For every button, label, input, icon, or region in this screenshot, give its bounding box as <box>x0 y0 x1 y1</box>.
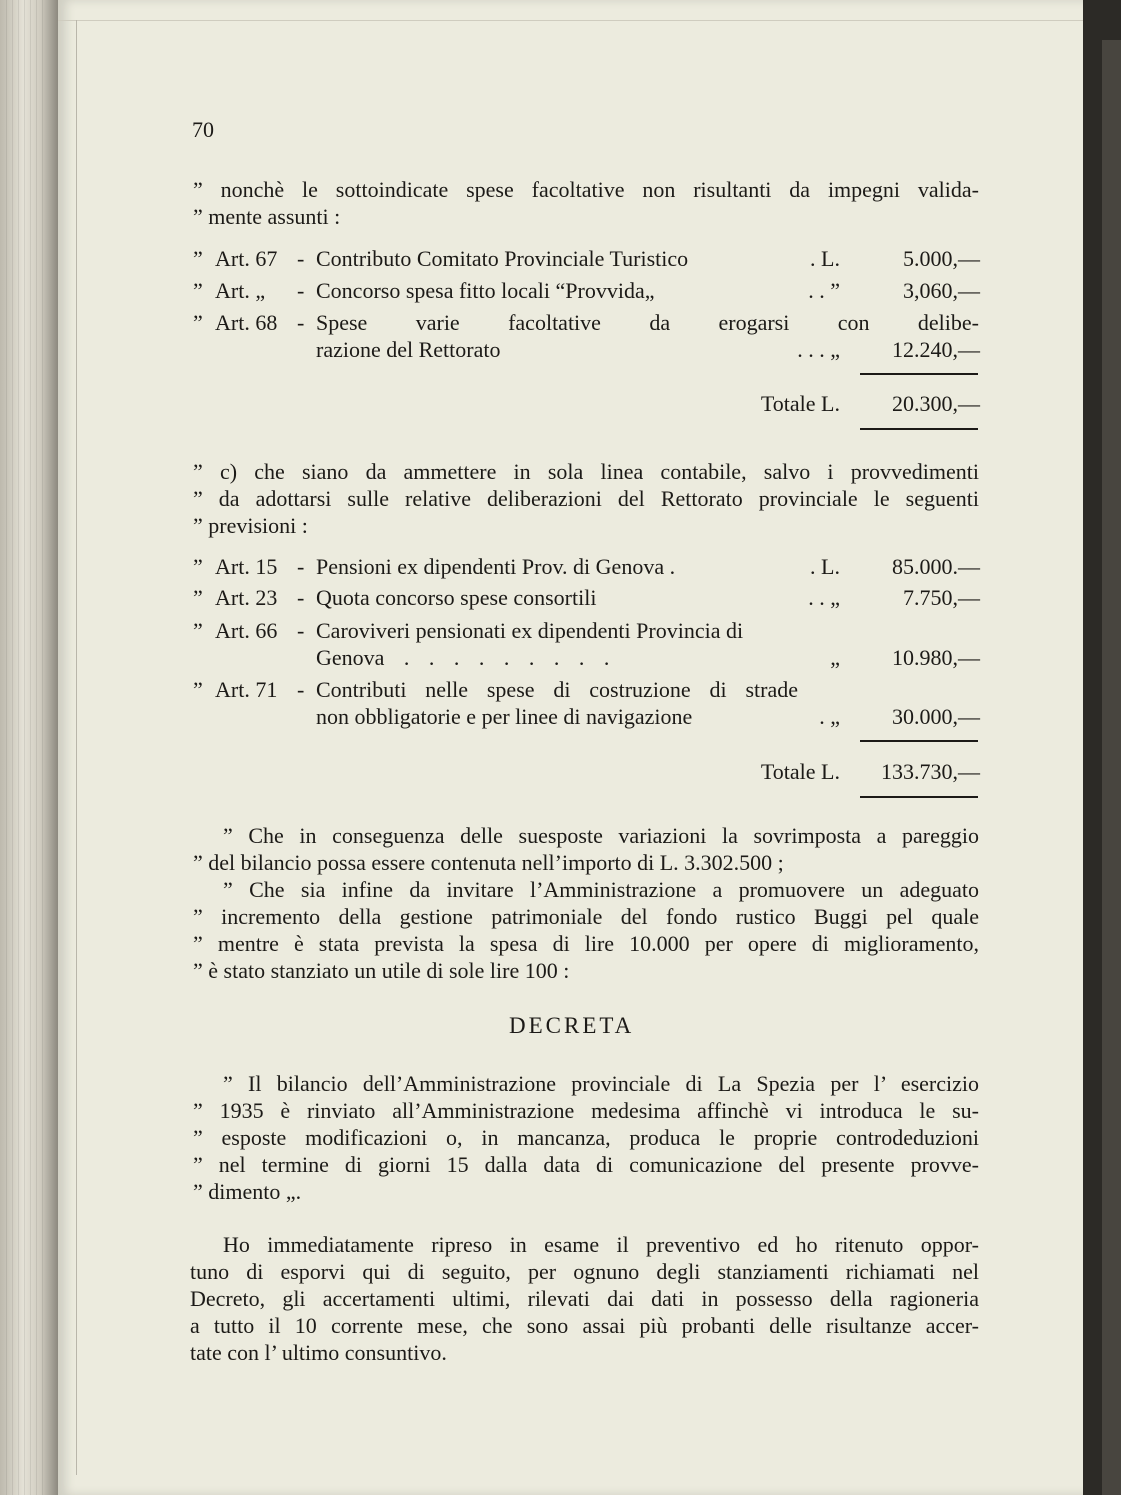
block1-total: 20.300,— <box>892 391 980 416</box>
para-final-line-2: tuno di esporvi qui di seguito, per ognuno degli stanziamenti richiamati nel <box>190 1259 979 1284</box>
row-leader: . . „ <box>808 585 840 610</box>
para-c-line-2: ” da adottarsi sulle relative deliberazioni del Rettorato provinciale le seguenti <box>193 486 979 511</box>
row-dash: - <box>297 618 305 643</box>
row-description: razione del Rettorato <box>316 337 501 362</box>
row-dash: - <box>297 246 305 271</box>
para-che-line-3: ” Che sia infine da invitare l’Amministrazione a promuovere un adeguato <box>223 877 979 902</box>
row-description: Spese varie facoltative da erogarsi con delibe- <box>316 310 979 335</box>
para-bilancio-line-2: ” 1935 è rinviato all’Amministrazione medesima affinchè vi introduca le su- <box>193 1098 979 1123</box>
page-number: 70 <box>192 117 214 142</box>
intro-line-2: ” mente assunti : <box>193 204 341 229</box>
row-description: Quota concorso spese consortili <box>316 585 597 610</box>
row-description: Caroviveri pensionati ex dipendenti Provincia di <box>316 618 744 643</box>
row-quote: ” <box>193 585 203 610</box>
row-quote: ” <box>193 246 203 271</box>
row-description: non obbligatorie e per linee di navigazione <box>316 704 693 729</box>
page-top-rule <box>58 20 1083 21</box>
row-amount: 30.000,— <box>892 704 980 729</box>
intro-line-1: ” nonchè le sottoindicate spese facoltative non risultanti da impegni valida- <box>193 177 979 202</box>
block2-total-label: Totale L. <box>760 759 840 784</box>
para-che-line-6: ” è stato stanziato un utile di sole lire 100 : <box>193 958 570 983</box>
block2-total: 133.730,— <box>881 759 980 784</box>
row-dash: - <box>297 310 305 335</box>
row-dash: - <box>297 677 305 702</box>
scan-right-shadow <box>1102 40 1121 1495</box>
row-dash: - <box>297 585 305 610</box>
subtotal-rule <box>860 740 978 742</box>
row-leader: . L. <box>810 246 840 271</box>
scan-binding-strips <box>6 0 46 1495</box>
para-che-line-1: ” Che in conseguenza delle suesposte variazioni la sovrimposta a pareggio <box>223 823 979 848</box>
row-description: Contributi nelle spese di costruzione di strade <box>316 677 798 702</box>
row-description: Genova . . . . . . . . . <box>316 645 610 670</box>
para-che-line-2: ” del bilancio possa essere contenuta nell’importo di L. 3.302.500 ; <box>193 850 784 875</box>
row-article: Art. 67 <box>215 246 278 271</box>
row-amount: 85.000.— <box>892 554 980 579</box>
row-article: Art. 68 <box>215 310 278 335</box>
row-article: Art. 23 <box>215 585 278 610</box>
row-dash: - <box>297 554 305 579</box>
row-dash: - <box>297 278 305 303</box>
para-che-line-5: ” mentre è stata prevista la spesa di lire 10.000 per opere di miglioramento, <box>193 931 979 956</box>
para-bilancio-line-4: ” nel termine di giorni 15 dalla data di comunicazione del presente provve- <box>193 1152 979 1177</box>
row-amount: 3,060,— <box>903 278 980 303</box>
row-leader: . . . „ <box>797 337 840 362</box>
row-quote: ” <box>193 554 203 579</box>
decreta-heading: DECRETA <box>509 1013 635 1038</box>
row-article: Art. 71 <box>215 677 278 702</box>
row-quote: ” <box>193 310 203 335</box>
row-leader: . . ” <box>808 278 840 303</box>
para-bilancio-line-5: ” dimento „. <box>193 1179 302 1204</box>
total-rule <box>860 796 978 798</box>
para-che-line-4: ” incremento della gestione patrimoniale del fondo rustico Buggi pel quale <box>193 904 979 929</box>
page-inner-margin-line <box>76 20 77 1475</box>
row-article: Art. 15 <box>215 554 278 579</box>
row-description: Contributo Comitato Provinciale Turistico <box>316 246 689 271</box>
row-article: Art. „ <box>215 278 266 303</box>
row-leader: . „ <box>819 704 840 729</box>
row-amount: 12.240,— <box>892 337 980 362</box>
para-bilancio-line-1: ” Il bilancio dell’Amministrazione provinciale di La Spezia per l’ esercizio <box>223 1071 979 1096</box>
para-c-line-3: ” previsioni : <box>193 513 308 538</box>
row-quote: ” <box>193 278 203 303</box>
row-article: Art. 66 <box>215 618 278 643</box>
para-final-line-4: a tutto il 10 corrente mese, che sono assai più probanti delle risultanze accer- <box>190 1313 979 1338</box>
row-quote: ” <box>193 618 203 643</box>
total-rule <box>860 428 978 430</box>
block1-total-label: Totale L. <box>760 391 840 416</box>
row-leader: . L. <box>810 554 840 579</box>
row-leader: „ <box>830 645 840 670</box>
para-final-line-3: Decreto, gli accertamenti ultimi, rilevati dai dati in possesso della ragioneria <box>190 1286 979 1311</box>
row-description: Pensioni ex dipendenti Prov. di Genova . <box>316 554 676 579</box>
row-amount: 7.750,— <box>903 585 980 610</box>
para-final-line-1: Ho immediatamente ripreso in esame il preventivo ed ho ritenuto oppor- <box>223 1232 979 1257</box>
row-description: Concorso spesa fitto locali “Provvida„ <box>316 278 655 303</box>
subtotal-rule <box>860 373 978 375</box>
para-c-line-1: ” c) che siano da ammettere in sola linea contabile, salvo i provvedimenti <box>193 459 979 484</box>
row-amount: 5.000,— <box>903 246 980 271</box>
row-quote: ” <box>193 677 203 702</box>
para-bilancio-line-3: ” esposte modificazioni o, in mancanza, produca le proprie controdeduzioni <box>193 1125 979 1150</box>
row-amount: 10.980,— <box>892 645 980 670</box>
para-final-line-5: tate con l’ ultimo consuntivo. <box>190 1340 447 1365</box>
